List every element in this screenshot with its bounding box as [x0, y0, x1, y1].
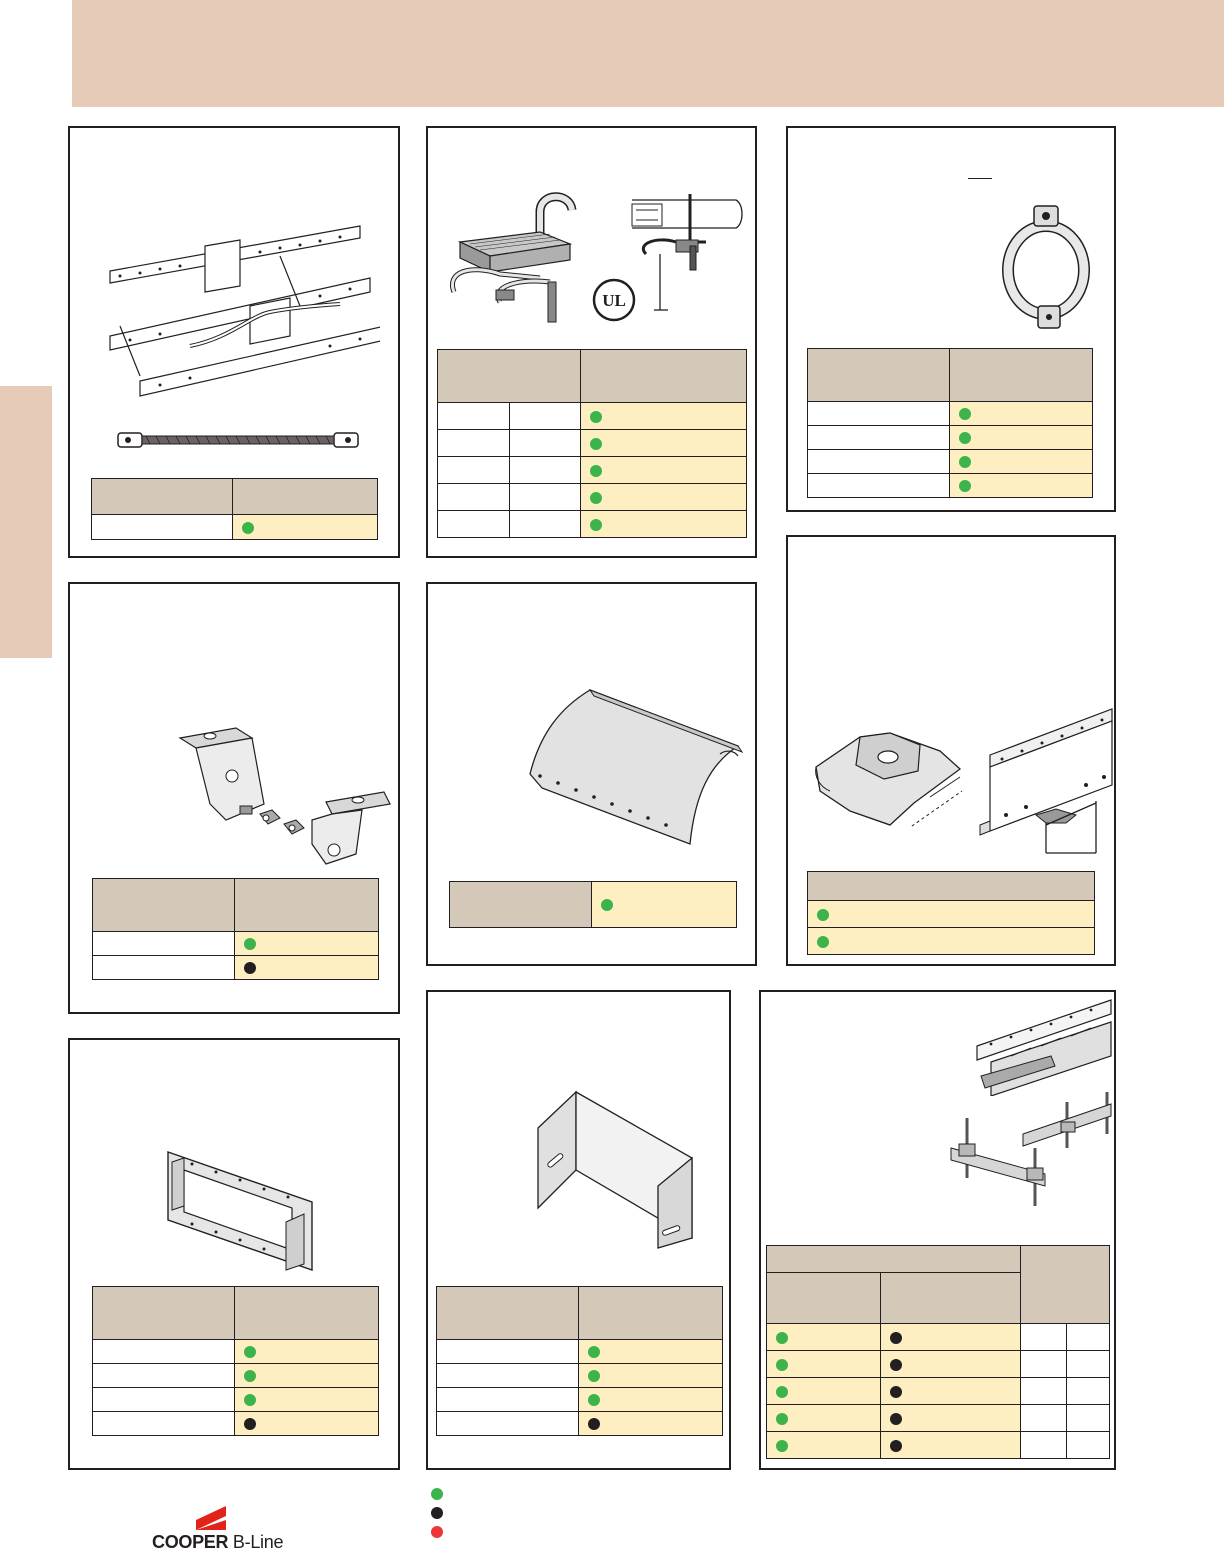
- table-cell: [93, 932, 235, 956]
- table-cell: [235, 1364, 379, 1388]
- table-cell: [93, 1364, 235, 1388]
- table-cell: [808, 901, 1095, 928]
- table-cell: [950, 474, 1093, 498]
- table-cell: [581, 430, 747, 457]
- table-cell: [1021, 1324, 1067, 1351]
- brand-name-bold: COOPER: [152, 1532, 229, 1552]
- table-cell: [881, 1378, 1021, 1405]
- green-dot-icon: [590, 519, 602, 531]
- table-cell: [1067, 1405, 1110, 1432]
- ul-mark-text: UL: [602, 291, 626, 310]
- table-cell: [437, 1364, 579, 1388]
- table-cell: [581, 484, 747, 511]
- green-dot-icon: [244, 1394, 256, 1406]
- table-cell: [235, 1412, 379, 1436]
- brand-name: [152, 1532, 283, 1553]
- table-cell: [881, 1324, 1021, 1351]
- table-cell: [438, 403, 510, 430]
- table-cell: [437, 1412, 579, 1436]
- table-header-cell: [450, 882, 592, 928]
- table-cell: [592, 882, 737, 928]
- black-dot-icon: [890, 1440, 902, 1452]
- table-header-cell: [950, 349, 1093, 402]
- table-cell: [581, 511, 747, 538]
- panel-trapeze-support: [759, 990, 1116, 1470]
- hold-down-clip-illustration: [810, 707, 970, 827]
- green-dot-icon: [776, 1440, 788, 1452]
- panel-hold-down-clamp: [426, 126, 757, 558]
- table-cell: [1067, 1432, 1110, 1459]
- table-cell: [808, 402, 950, 426]
- table-cell: [437, 1340, 579, 1364]
- legend-item: [431, 1504, 471, 1518]
- table-header-cell: [437, 1287, 579, 1340]
- table-cell: [1021, 1432, 1067, 1459]
- table-header-cell: [233, 479, 378, 515]
- legend-item: [431, 1523, 471, 1537]
- table-cell: [767, 1378, 881, 1405]
- green-dot-icon: [959, 432, 971, 444]
- table-cell: [808, 928, 1095, 955]
- hold-down-clamp-table: [437, 349, 747, 538]
- table-cell: [510, 403, 581, 430]
- table-cell: [1021, 1405, 1067, 1432]
- table-cell: [767, 1324, 881, 1351]
- red-dot-icon: [431, 1526, 443, 1538]
- bonding-jumper-tray-illustration: [100, 216, 380, 406]
- table-header-cell: [235, 1287, 379, 1340]
- table-cell: [235, 932, 379, 956]
- panel-bonding-jumper: [68, 126, 400, 558]
- green-dot-icon: [776, 1332, 788, 1344]
- black-dot-icon: [890, 1386, 902, 1398]
- drop-out-illustration: [520, 684, 750, 854]
- table-header-cell: [1021, 1246, 1110, 1324]
- table-cell: [438, 484, 510, 511]
- green-dot-icon: [590, 492, 602, 504]
- table-cell: [437, 1388, 579, 1412]
- black-dot-icon: [244, 1418, 256, 1430]
- table-cell: [808, 450, 950, 474]
- trapeze-hardware-illustration: [945, 1088, 1115, 1208]
- table-cell: [510, 430, 581, 457]
- table-cell: [950, 402, 1093, 426]
- side-tab: [0, 386, 52, 658]
- table-cell: [235, 1388, 379, 1412]
- table-cell: [767, 1432, 881, 1459]
- table-cell: [579, 1364, 723, 1388]
- table-header-cell: [93, 1287, 235, 1340]
- underline-mark: [968, 178, 992, 179]
- table-cell: [1021, 1378, 1067, 1405]
- logo-mark-icon: [196, 1506, 226, 1530]
- table-cell: [808, 474, 950, 498]
- panel-pipe-clamp: [786, 126, 1116, 512]
- green-dot-icon: [959, 456, 971, 468]
- green-dot-icon: [244, 1346, 256, 1358]
- table-header-cell: [438, 350, 581, 403]
- green-dot-icon: [601, 899, 613, 911]
- black-dot-icon: [890, 1413, 902, 1425]
- green-dot-icon: [776, 1359, 788, 1371]
- legend-item: [431, 1485, 471, 1499]
- table-cell: [510, 484, 581, 511]
- table-cell: [438, 511, 510, 538]
- table-cell: [579, 1340, 723, 1364]
- panel-drop-out: [426, 582, 757, 966]
- green-dot-icon: [242, 522, 254, 534]
- drop-out-table: [449, 881, 737, 928]
- green-dot-icon: [817, 909, 829, 921]
- splice-bracket-illustration: [176, 724, 396, 874]
- panel-hold-down-clip: [786, 535, 1116, 966]
- table-header-cell: [579, 1287, 723, 1340]
- green-dot-icon: [590, 411, 602, 423]
- green-dot-icon: [588, 1370, 600, 1382]
- table-cell: [235, 1340, 379, 1364]
- table-cell: [1067, 1378, 1110, 1405]
- table-header-cell: [92, 479, 233, 515]
- table-header-cell: [808, 872, 1095, 901]
- table-header-cell: [235, 879, 379, 932]
- green-dot-icon: [588, 1346, 600, 1358]
- green-dot-icon: [431, 1488, 443, 1500]
- table-cell: [881, 1405, 1021, 1432]
- pipe-clamp-illustration: [998, 198, 1098, 338]
- table-cell: [233, 515, 378, 540]
- table-cell: [581, 457, 747, 484]
- table-header-cell: [767, 1246, 1021, 1273]
- black-dot-icon: [588, 1418, 600, 1430]
- table-header-cell: [808, 349, 950, 402]
- table-header-cell: [93, 879, 235, 932]
- black-dot-icon: [890, 1332, 902, 1344]
- table-cell: [510, 457, 581, 484]
- header-band: [72, 0, 1224, 107]
- table-cell: [579, 1412, 723, 1436]
- table-cell: [1067, 1324, 1110, 1351]
- green-dot-icon: [244, 938, 256, 950]
- table-cell: [1021, 1351, 1067, 1378]
- table-cell: [438, 457, 510, 484]
- brand-logo: [152, 1506, 312, 1552]
- hold-down-clamp-installed-illustration: [626, 184, 746, 314]
- table-cell: [438, 430, 510, 457]
- table-cell: [881, 1351, 1021, 1378]
- green-dot-icon: [590, 465, 602, 477]
- bonding-jumper-cable-illustration: [116, 428, 360, 452]
- table-cell: [950, 450, 1093, 474]
- frame-connector-table: [92, 1286, 379, 1436]
- green-dot-icon: [588, 1394, 600, 1406]
- black-dot-icon: [431, 1507, 443, 1519]
- table-cell: [92, 515, 233, 540]
- table-header-cell: [881, 1273, 1021, 1324]
- panel-frame-connector: [68, 1038, 400, 1470]
- table-cell: [1067, 1351, 1110, 1378]
- brand-name-light: B-Line: [232, 1532, 284, 1552]
- table-cell: [510, 511, 581, 538]
- green-dot-icon: [959, 480, 971, 492]
- green-dot-icon: [244, 1370, 256, 1382]
- panel-end-plate: [426, 990, 731, 1470]
- black-dot-icon: [244, 962, 256, 974]
- table-cell: [93, 1412, 235, 1436]
- end-plate-table: [436, 1286, 723, 1436]
- green-dot-icon: [590, 438, 602, 450]
- green-dot-icon: [776, 1413, 788, 1425]
- trapeze-tray-illustration: [971, 996, 1115, 1096]
- table-cell: [93, 1388, 235, 1412]
- table-header-cell: [581, 350, 747, 403]
- table-cell: [767, 1405, 881, 1432]
- splice-bracket-table: [92, 878, 379, 980]
- table-cell: [235, 956, 379, 980]
- bonding-jumper-table: [91, 478, 378, 540]
- table-cell: [881, 1432, 1021, 1459]
- trapeze-support-table: [766, 1245, 1110, 1459]
- panel-splice-bracket: [68, 582, 400, 1014]
- table-cell: [808, 426, 950, 450]
- green-dot-icon: [817, 936, 829, 948]
- table-cell: [767, 1351, 881, 1378]
- green-dot-icon: [776, 1386, 788, 1398]
- hold-down-clip-table: [807, 871, 1095, 955]
- table-cell: [950, 426, 1093, 450]
- table-cell: [93, 956, 235, 980]
- pipe-clamp-table: [807, 348, 1093, 498]
- end-plate-illustration: [532, 1088, 712, 1258]
- table-cell: [93, 1340, 235, 1364]
- table-header-cell: [767, 1273, 881, 1324]
- black-dot-icon: [890, 1359, 902, 1371]
- hold-down-clip-installed-illustration: [976, 705, 1116, 855]
- table-cell: [579, 1388, 723, 1412]
- frame-connector-illustration: [162, 1146, 322, 1274]
- green-dot-icon: [959, 408, 971, 420]
- hold-down-clamp-illustration: [440, 182, 590, 332]
- table-cell: [581, 403, 747, 430]
